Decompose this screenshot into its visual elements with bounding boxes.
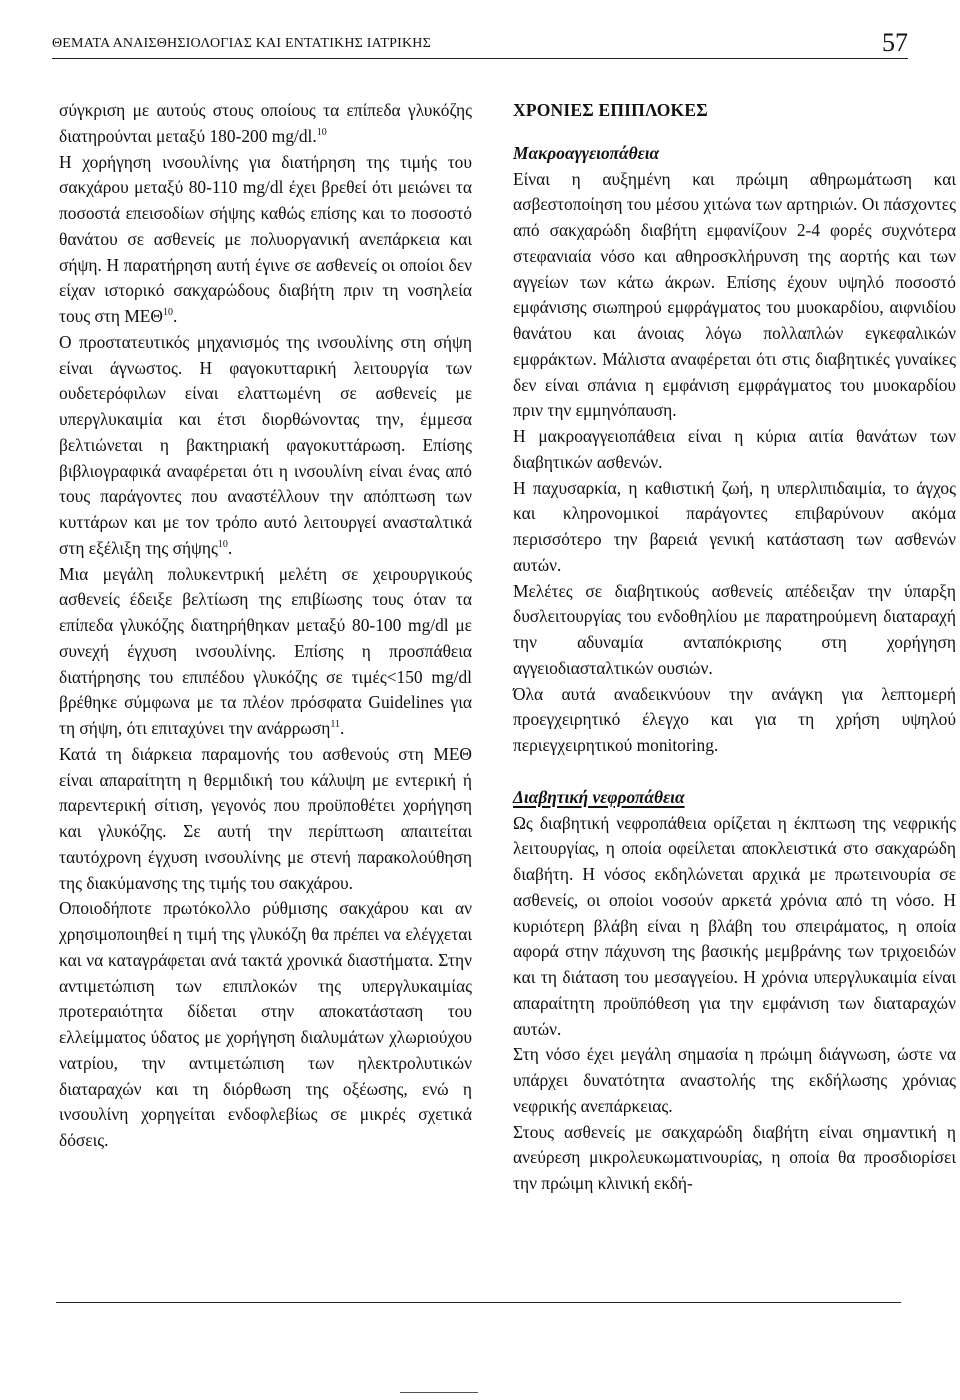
paragraph-text: σύγκριση με αυτούς στους οποίους τα επίπεδα γλυκόζης διατηρούνται μεταξύ 180-200 mg/dl. — [59, 100, 472, 146]
footer-mark — [400, 1392, 478, 1393]
citation: 10 — [316, 126, 327, 138]
paragraph: Στους ασθενείς με σακχαρώδη διαβήτη είναι σημαντική η ανεύρεση μικρολευκωματινουρίας, η οποία θα προσδιορίσει την πρώιμη κλινική εκδή- — [513, 1121, 956, 1193]
paragraph: Όλα αυτά αναδεικνύουν την ανάγκη για λεπτομερή προεγχειρητικό έλεγχο και για τη χρήση υψηλού περιεγχειρητικού monitoring. — [513, 683, 956, 755]
paragraph-text: Η χορήγηση ινσουλίνης για διατήρηση της τιμής του σακχάρου μεταξύ 80-110 mg/dl έχει βρεθεί ότι μειώνει τα ποσοστά επεισοδίων σήψης καθώς επίσης και το ποσοστό θανάτου σε ασθενείς με πολυοργανική ανεπάρκεια και σήψη. Η παρατήρηση αυτή έγινε σε ασθενείς οι οποίοι δεν είχαν ιστορικό σακχαρώδους διαβήτη πριν τη νοσηλεία τους στη ΜΕΘ — [59, 151, 472, 326]
paragraph: Η μακροαγγειοπάθεια είναι η κύρια αιτία θανάτων των διαβητικών ασθενών. — [513, 426, 956, 472]
header-rule — [52, 58, 908, 59]
paragraph — [59, 150, 472, 330]
paragraph-text: Ο προστατευτικός μηχανισμός της ινσουλίνης στη σήψη είναι άγνωστος. Η φαγοκυτταρική λειτουργία των ουδετερόφιλων είναι ελαττωμένη σε ασθενείς με υπεργλυκαιμία και έτσι διορθώνοντας την, έμμεσα βελτιώνεται η βακτηριακή φαγοκυττάρωση. Επίσης βιβλιογραφικά αναφέρεται ότι η ινσουλίνη είναι ένας από τους παράγοντες που αναστέλλουν την απόπτωση των κυττάρων και με τον τρόπο αυτό λειτουργεί ανασταλτικά στη εξέλιξη της σήψης — [59, 331, 472, 558]
paragraph: Η παχυσαρκία, η καθιστική ζωή, η υπερλιπιδαιμία, το άγχος και κληρονομικοί παράγοντες επιβαρύνουν ακόμα περισσότερο την βαρειά γενική κατάσταση των ασθενών αυτών. — [513, 477, 956, 575]
spacer — [513, 759, 956, 785]
punctuation: . — [339, 718, 345, 738]
citation: 10 — [162, 307, 173, 319]
citation: 10 — [217, 538, 228, 550]
punctuation: . — [227, 537, 233, 558]
punctuation: . — [172, 306, 178, 326]
paragraph — [59, 562, 472, 742]
footer-rule — [56, 1302, 901, 1303]
page-header — [52, 22, 908, 62]
citation: 11 — [330, 719, 340, 731]
paragraph: Κατά τη διάρκεια παραμονής του ασθενούς στη ΜΕΘ είναι απαραίτητη η θερμιδική του κάλυψη με εντερική ή παρεντερική σίτιση, γεγονός που προϋποθέτει χορήγηση και γλυκόζης. Σε αυτή την περίπτωση απαιτείται ταυτόχρονη έγχυση ινσουλίνης με στενή παρακολούθηση της διακύμανσης της τιμής του σακχάρου. — [59, 743, 472, 893]
paragraph: Στη νόσο έχει μεγάλη σημασία η πρώιμη διάγνωση, ώστε να υπάρχει δυνατότητα αναστολής της εκδήλωσης χρόνιας νεφρικής ανεπάρκειας. — [513, 1044, 956, 1116]
subheading: Διαβητική νεφροπάθεια — [513, 786, 685, 807]
right-column — [513, 98, 956, 1197]
paragraph — [59, 98, 472, 150]
paragraph-text: Μια μεγάλη πολυκεντρική μελέτη σε χειρουργικούς ασθενείς έδειξε βελτίωση της επιβίωσης τους όταν τα επίπεδα γλυκόζης διατηρήθηκαν μεταξύ 80-100 mg/dl με συνεχή έγχυση ινσουλίνης. Επίσης η προσπάθεια διατήρησης του επιπέδου γλυκόζης σε τιμές<150 mg/dl βρέθηκε σύμφωνα με τα πλέον πρόσφατα Guidelines για τη σήψη, ότι επιταχύνει την ανάρρωση — [59, 563, 472, 738]
left-column — [59, 98, 472, 1154]
paragraph: Μελέτες σε διαβητικούς ασθενείς απέδειξαν την ύπαρξη δυσλειτουργίας του ενδοθηλίου με παρατηρούμενη διαταραχή την αδυναμία ανταπόκρισης στη χορήγηση αγγειοδιασταλτικών ουσιών. — [513, 580, 956, 678]
paragraph — [59, 330, 472, 562]
subheading: Μακροαγγειοπάθεια — [513, 142, 660, 163]
section-heading: ΧΡΟΝΙΕΣ ΕΠΙΠΛΟΚΕΣ — [513, 100, 708, 120]
paragraph: Ως διαβητική νεφροπάθεια ορίζεται η έκπτωση της νεφρικής λειτουργίας, η οποία οφείλεται αποκλειστικά στο σακχαρώδη διαβήτη. Η νόσος εκδηλώνεται αρχικά με πρωτεινουρία σε ασθενείς, οι οποίοι νοσούν αρκετά χρόνια από τη νόσο. Η κυριότερη βλάβη είναι η βλάβη του σπειράματος, η οποία αφορά στην πάχυνση της βασικής μεμβράνης των τριχοειδών και τη διάταση του μεσαγγείου. Η χρόνια υπεργλυκαιμία είναι απαραίτητη προϋπόθεση για την εμφάνιση των διαταραχών αυτών. — [513, 812, 956, 1039]
running-title: ΘΕΜΑΤΑ ΑΝΑΙΣΘΗΣΙΟΛΟΓΙΑΣ ΚΑΙ ΕΝΤΑΤΙΚΗΣ ΙΑΤΡΙΚΗΣ — [52, 36, 431, 51]
spacer — [513, 127, 956, 141]
page-number: 57 — [882, 28, 908, 57]
paragraph: Είναι η αυξημένη και πρώιμη αθηρωμάτωση και ασβεστοποίηση του μέσου χιτώνα των αρτηριών. Οι πάσχοντες από σακχαρώδη διαβήτη εμφανίζουν 2-4 φορές συχνότερα στεφανιαία νόσο και αθηροσκλήρυνση της αορτής και των αγγείων των κάτω άκρων. Επίσης έχουν υψηλό ποσοστό εμφάνισης σιωπηρού εμφράγματος του μυοκαρδίου, αιφνιδίου θανάτου και άνοιας λόγω πολλαπλών εγκεφαλικών εμφράκτων. Μάλιστα αναφέρεται ότι στις διαβητικές γυναίκες δεν είναι σπάνια η εμφάνιση εμφράγματος του μυοκαρδίου πριν την εμμηνόπαυση. — [513, 168, 956, 421]
paragraph: Οποιοδήποτε πρωτόκολλο ρύθμισης σακχάρου και αν χρησιμοποιηθεί η τιμή της γλυκόζη θα πρέπει να ελέγχεται και να καταγράφεται ανά τακτά χρονικά διαστήματα. Στην αντιμετώπιση των επιπλοκών της υπεργλυκαιμίας προτεραιότητα δίδεται στην αποκατάσταση του ελλείμματος ύδατος με χορήγηση διαλυμάτων χλωριούχου νατρίου, την αντιμετώπιση των ηλεκτρολυτικών διαταραχών και τη διόρθωση της οξέωσης, ενώ η ινσουλίνη χορηγείται ενδοφλεβίως σε μικρές σχετικά δόσεις. — [59, 898, 472, 1150]
